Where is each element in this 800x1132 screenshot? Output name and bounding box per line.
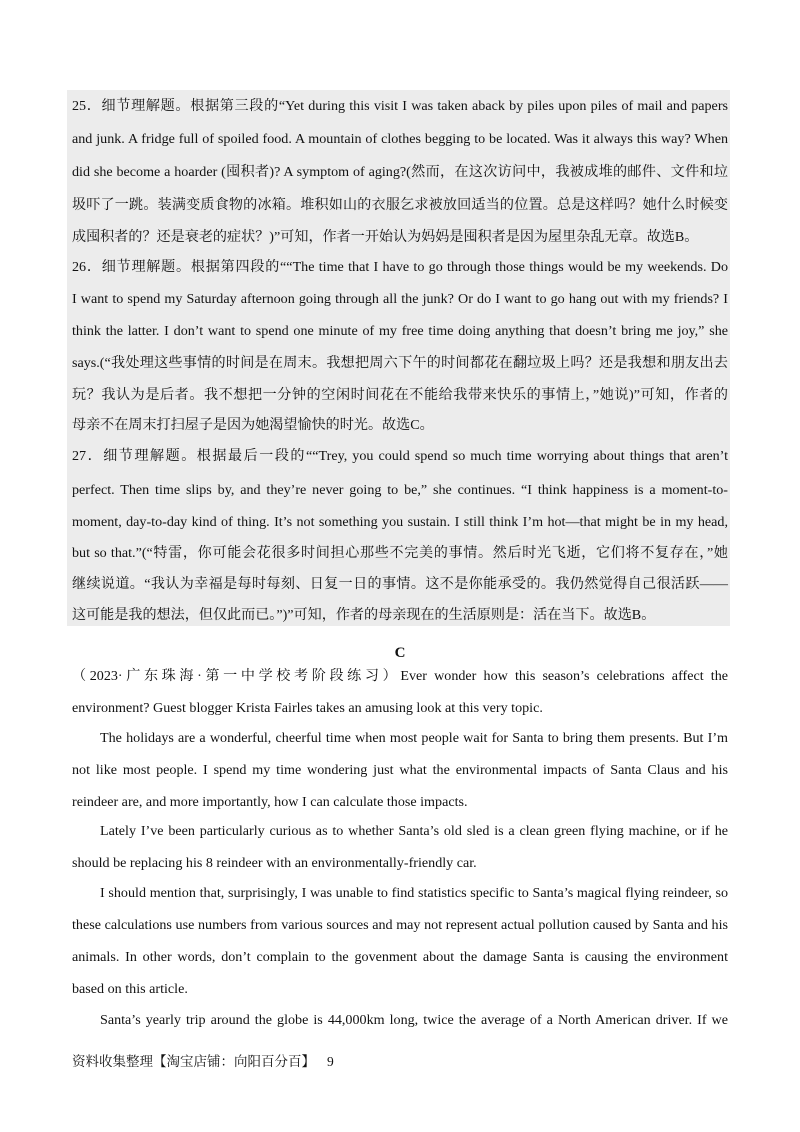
passage-p4-line-4: based on this article.: [72, 981, 188, 997]
passage-p2-line-3: reindeer are, and more importantly, how I can calculate those impacts.: [72, 794, 468, 810]
q26-line-4: says.(“我处理这些事情的时间是在周末。我想把周六下午的时间都花在翻垃圾上吗？还是我想和朋友出去: [72, 355, 728, 371]
passage-p2-line-1: The holidays are a wonderful, cheerful time when most people wait for Santa to bring them presents. But I’m: [100, 730, 728, 746]
passage-p3-line-2: should be replacing his 8 reindeer with an environmentally-friendly car.: [72, 855, 477, 871]
q27-line-5: 继续说道。“我认为幸福是每时每刻、日复一日的事情。这不是你能承受的。我仍然觉得自己很活跃——: [72, 576, 728, 592]
q27-line-3: moment, day-to-day kind of thing. It’s not something you sustain. I still think I’m hot—that might be in my head,: [72, 514, 728, 530]
q26-line-3: think the latter. I don’t want to spend one minute of my free time doing anything that doesn’t bring me joy,” she: [72, 323, 728, 339]
q25-line-1: 25．细节理解题。根据第三段的“Yet during this visit I was taken aback by piles upon piles of mail and papers: [72, 98, 728, 114]
q27-line-1: 27．细节理解题。根据最后一段的““Trey, you could spend so much time worrying about things that aren’t: [72, 448, 728, 464]
q26-line-6: 母亲不在周末打扫屋子是因为她渴望愉快的时光。故选C。: [72, 417, 434, 433]
q26-line-1: 26．细节理解题。根据第四段的““The time that I have to go through those things would be my weekends. Do: [72, 259, 728, 275]
footer-source: 资料收集整理【淘宝店铺：向阳百分百】: [72, 1054, 315, 1069]
q25-line-2: and junk. A fridge full of spoiled food. A mountain of clothes begging to be located. Was it always this way? When: [72, 131, 728, 147]
passage-p4-line-2: these calculations use numbers from various sources and may not represent actual pollution caused by Santa and his: [72, 917, 728, 933]
page-number: 9: [327, 1054, 334, 1069]
q27-line-6: 这可能是我的想法，但仅此而已。”)”可知，作者的母亲现在的生活原则是：活在当下。故选B。: [72, 607, 656, 623]
q26-line-5: 玩？我认为是后者。我不想把一分钟的空闲时间花在不能给我带来快乐的事情上，”她说)”可知，作者的: [72, 387, 728, 403]
q27-line-2: perfect. Then time slips by, and they’re never going to be,” she continues. “I think happiness is a moment-to-: [72, 482, 728, 498]
q25-line-4: 圾吓了一跳。装满变质食物的冰箱。堆积如山的衣服乞求被放回适当的位置。总是这样吗？她什么时候变: [72, 197, 728, 213]
q26-line-2: I want to spend my Saturday afternoon going through all the junk? Or do I want to go hang out with my friends? I: [72, 291, 728, 307]
passage-p5-line-1: Santa’s yearly trip around the globe is 44,000km long, twice the average of a North American driver. If we: [100, 1012, 728, 1028]
q25-line-3: did she become a hoarder (囤积者)? A symptom of aging?(然而，在这次访问中，我被成堆的邮件、文件和垃: [72, 164, 728, 180]
passage-p1-line-1: （2023·广东珠海·第一中学校考阶段练习）Ever wonder how this season’s celebrations affect the: [72, 668, 728, 684]
page-footer: [72, 1050, 334, 1070]
section-heading: C: [394, 645, 406, 661]
q25-line-5: 成囤积者的？还是衰老的症状？)”可知，作者一开始认为妈妈是囤积者是因为屋里杂乱无章。故选B。: [72, 229, 699, 245]
passage-p4-line-1: I should mention that, surprisingly, I was unable to find statistics specific to Santa’s magical flying reindeer, so: [100, 885, 728, 901]
q27-line-4: but so that.”(“特雷，你可能会花很多时间担心那些不完美的事情。然后时光飞逝，它们将不复存在，”她: [72, 545, 728, 561]
passage-p4-line-3: animals. In other words, don’t complain to the govenment about the damage Santa is causing the environment: [72, 949, 728, 965]
passage-p3-line-1: Lately I’ve been particularly curious as to whether Santa’s old sled is a clean green flying machine, or if he: [100, 823, 728, 839]
passage-p2-line-2: not like most people. I spend my time wondering just what the environmental impacts of Santa Claus and his: [72, 762, 728, 778]
passage-p1-line-2: environment? Guest blogger Krista Fairles takes an amusing look at this very topic.: [72, 700, 543, 716]
